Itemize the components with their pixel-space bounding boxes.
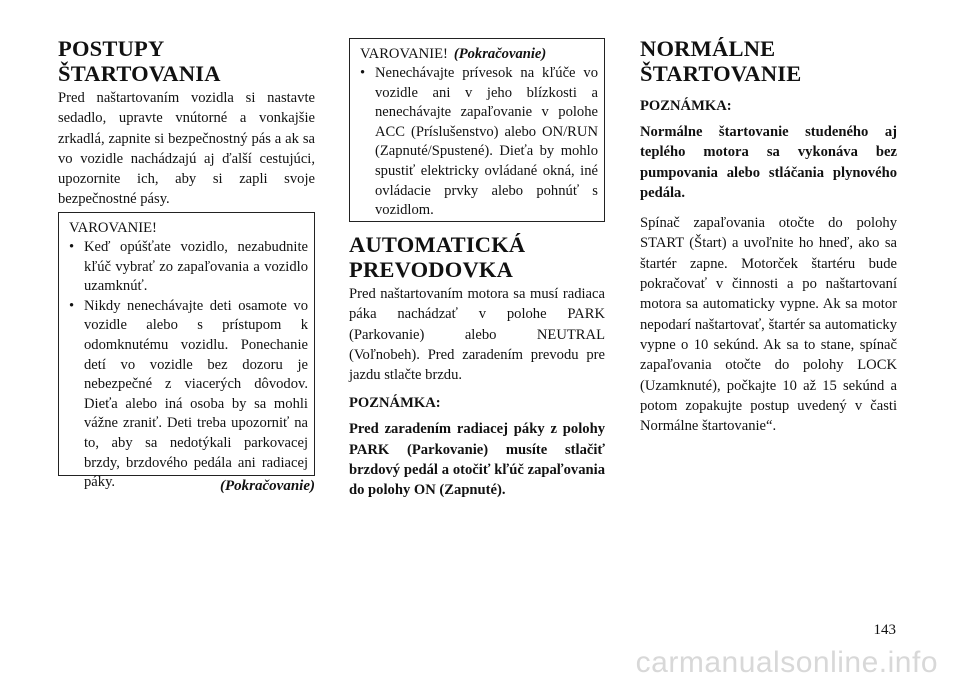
- watermark: carmanualsonline.info: [635, 646, 938, 679]
- section-starting-procedures: [58, 36, 315, 210]
- warning-item: [69, 297, 308, 493]
- section-title: [640, 36, 897, 86]
- bullet-icon: •: [69, 297, 75, 314]
- warning-box-continued: [349, 38, 605, 222]
- section-title: [349, 232, 605, 282]
- section-title: [58, 36, 315, 86]
- body-paragraph: Spínač zapaľovania otočte do polohy START (Štart) a uvoľnite ho hneď, ako sa štartér zapne. Motorček štartéru bude pokračovať v činnosti a po naštartovaní motora sa automaticky vypne. Ak sa motor nepodarí naštartovať, štartér sa automaticky vypne o 10 sekúnd. Ak sa to stane, spínač zapaľovania otočte do polohy LOCK (Uzamknuté), počkajte 10 až 15 sekúnd a potom zopakujte postup uvedený v časti Normálne štartovanie“.: [640, 215, 897, 435]
- title-line-1: NORMÁLNE: [640, 36, 776, 61]
- section-automatic-transmission: [349, 232, 605, 501]
- note-heading: POZNÁMKA:: [349, 395, 441, 412]
- bullet-icon: •: [69, 239, 75, 255]
- note-text: Normálne štartovanie studeného aj teplého motora sa vykonáva bez pumpovania alebo stláčania plynového pedála.: [640, 124, 897, 201]
- body-paragraph: Pred naštartovaním motora sa musí radiaca páka nachádzať v polohe PARK (Parkovanie) alebo NEUTRAL (Voľnobeh). Pred zaradením prevodu pre jazdu stlačte brzdu.: [349, 286, 605, 384]
- warning-item: [360, 64, 598, 221]
- title-line-1: POSTUPY: [58, 36, 165, 61]
- title-line-2: ŠTARTOVANIE: [640, 61, 802, 86]
- title-line-2: PREVODOVKA: [349, 257, 514, 282]
- continued-label: (Pokračovanie): [220, 478, 315, 494]
- section-normal-starting: [640, 36, 897, 436]
- warning-heading: [360, 45, 598, 64]
- warning-heading: VAROVANIE!: [69, 220, 157, 236]
- warning-item-text: Nikdy nenechávajte deti osamote vo vozidle alebo s prístupom k odomknutému vozidlu. Ponechanie detí vo vozidle bez dozoru je nebezpečné z viacerých dôvodov. Dieťa alebo iná osoba by sa mohli vážne zraniť. Deti treba upozorniť na to, aby sa nedotýkali parkovacej brzdy, brzdového pedála ani radiacej páky.: [84, 297, 308, 491]
- warning-heading-continued: (Pokračovanie): [453, 46, 547, 62]
- title-line-2: ŠTARTOVANIA: [58, 61, 221, 86]
- warning-item-text: Keď opúšťate vozidlo, nezabudnite kľúč vybrať zo zapaľovania a vozidlo uzamknúť.: [84, 239, 308, 295]
- intro-paragraph: Pred naštartovaním vozidla si nastavte sedadlo, upravte vnútorné a vonkajšie zrkadlá, zapnite si bezpečnostný pás a ak sa vo vozidle nachádzajú aj ďalší cestujúci, upozornite ich, aby si zapli svoje bezpečnostné pásy.: [58, 90, 315, 208]
- warning-item-text: Nenechávajte prívesok na kľúče vo vozidle ani v jeho blízkosti a nenechávajte zapaľovanie v polohe ACC (Príslušenstvo) alebo ON/RUN (Zapnuté/Spustené). Dieťa by mohlo spustiť elektricky ovládané okná, iné ovládacie prvky alebo pohnúť s vozidlom.: [375, 65, 598, 219]
- page-number: 143: [873, 622, 896, 638]
- warning-list: [69, 238, 308, 493]
- warning-heading-text: VAROVANIE!: [360, 46, 448, 62]
- bullet-icon: •: [360, 65, 366, 81]
- note-text: Pred zaradením radiacej páky z polohy PARK (Parkovanie) musíte stlačiť brzdový pedál a otočiť kľúč zapaľovania do polohy ON (Zapnuté).: [349, 421, 605, 499]
- title-line-1: AUTOMATICKÁ: [349, 232, 526, 257]
- warning-item: [69, 238, 308, 297]
- note-heading: POZNÁMKA:: [640, 98, 732, 114]
- warning-list: [360, 64, 598, 221]
